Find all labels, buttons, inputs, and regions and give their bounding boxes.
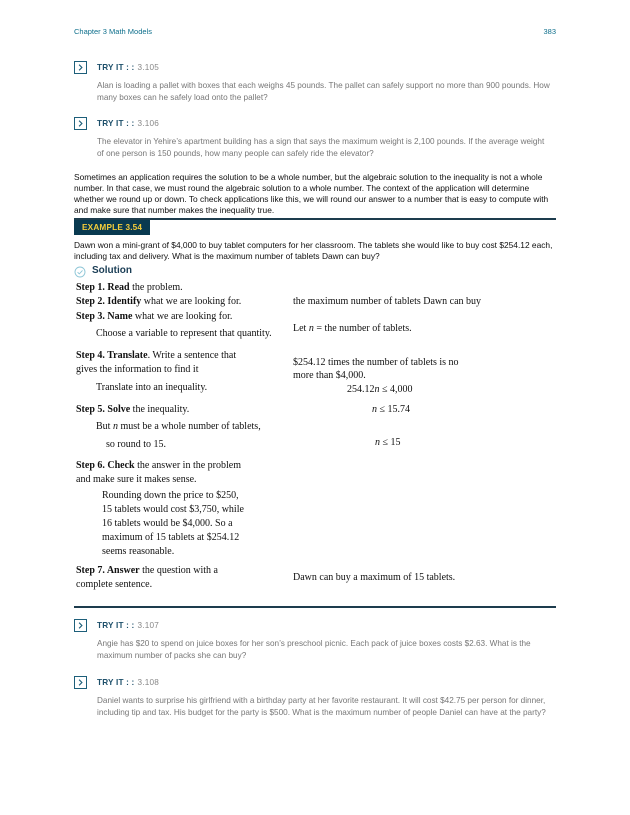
tryit-number: 3.107 bbox=[137, 621, 159, 630]
step-1-label: Step 1. Read bbox=[76, 282, 130, 293]
step-6-check bbox=[102, 489, 244, 559]
step-3-label: Step 3. Name bbox=[76, 311, 133, 322]
step-4-inequality bbox=[347, 383, 413, 397]
check-line: 16 tablets would be $4,000. So a bbox=[102, 518, 233, 529]
step-5-subtext-prefix: But bbox=[96, 421, 113, 432]
step-2-label: Step 2. Identify bbox=[76, 296, 142, 307]
tryit-heading bbox=[97, 119, 159, 128]
chevron-right-icon bbox=[77, 64, 84, 71]
step-4-sentence-line2: more than $4,000. bbox=[293, 370, 366, 381]
step-5 bbox=[76, 403, 189, 417]
check-line: Rounding down the price to $250, bbox=[102, 490, 239, 501]
step-7-label: Step 7. Answer bbox=[76, 565, 140, 576]
step-3-result bbox=[293, 322, 412, 336]
tryit-heading bbox=[97, 678, 159, 687]
variable-n: n bbox=[375, 437, 380, 448]
step-5-result-1 bbox=[372, 403, 410, 417]
step-4-label: Step 4. Translate bbox=[76, 350, 148, 361]
variable-n: n bbox=[374, 384, 380, 395]
variable-n: n bbox=[308, 323, 314, 334]
step-7-answer: Dawn can buy a maximum of 15 tablets. bbox=[293, 572, 456, 583]
example-bottom-rule bbox=[74, 606, 556, 608]
chevron-right-icon bbox=[77, 120, 84, 127]
step-5-subtext-1 bbox=[96, 420, 261, 434]
solution-heading: Solution bbox=[92, 265, 132, 276]
example-problem: Dawn won a mini-grant of $4,000 to buy tablet computers for her classroom. The tablets she would like to buy cost $254.12 each, including tax and delivery. What is the maximum number of tablets Dawn can buy? bbox=[74, 240, 553, 261]
step-3-subtext: Choose a variable to represent that quantity. bbox=[96, 328, 272, 339]
step-7-text-line2: complete sentence. bbox=[76, 579, 153, 590]
step-4-sentence-line1: $254.12 times the number of tablets is no bbox=[293, 357, 459, 368]
step-5-result-2 bbox=[375, 436, 401, 450]
tryit-number: 3.105 bbox=[137, 63, 159, 72]
step-3 bbox=[76, 310, 232, 324]
step-2-result: the maximum number of tablets Dawn can buy bbox=[293, 296, 482, 307]
step-7-text: the question with a bbox=[139, 565, 218, 576]
tryit-expand-button[interactable] bbox=[74, 676, 87, 689]
chevron-right-icon bbox=[77, 679, 84, 686]
page-number: 383 bbox=[543, 27, 556, 36]
step-5-subtext-suffix: must be a whole number of tablets, bbox=[117, 421, 261, 432]
step-4 bbox=[76, 349, 236, 363]
step-2 bbox=[76, 295, 241, 309]
step-5-result-2-value: ≤ 15 bbox=[380, 437, 401, 448]
inequality-rhs: ≤ 4,000 bbox=[379, 384, 413, 395]
tryit-expand-button[interactable] bbox=[74, 619, 87, 632]
tryit-expand-button[interactable] bbox=[74, 61, 87, 74]
inequality-coefficient: 254.12 bbox=[347, 384, 375, 395]
variable-n: n bbox=[112, 421, 118, 432]
tryit-problem-text: Alan is loading a pallet with boxes that each weighs 45 pounds. The pallet can safely support no more than 900 pounds. How many boxes can he safely load onto the pallet? bbox=[97, 81, 550, 102]
step-6-label: Step 6. Check bbox=[76, 460, 135, 471]
step-2-text: what we are looking for. bbox=[141, 296, 242, 307]
step-4-text: . Write a sentence that bbox=[147, 350, 237, 361]
step-6-text: the answer in the problem bbox=[134, 460, 241, 471]
check-line: maximum of 15 tablets at $254.12 bbox=[102, 532, 240, 543]
tryit-number: 3.108 bbox=[137, 678, 159, 687]
tryit-heading bbox=[97, 63, 159, 72]
step-5-label: Step 5. Solve bbox=[76, 404, 131, 415]
step-3-result-suffix: = the number of tablets. bbox=[313, 323, 412, 334]
tryit-problem-text: Angie has $20 to spend on juice boxes for her son’s preschool picnic. Each pack of juice boxes costs $2.63. What is the maximum number of packs she can buy? bbox=[97, 639, 531, 660]
tryit-number: 3.106 bbox=[137, 119, 159, 128]
tryit-label: TRY IT : : bbox=[97, 678, 135, 687]
step-6-text-line2: and make sure it makes sense. bbox=[76, 474, 197, 485]
check-line: 15 tablets would cost $3,750, while bbox=[102, 504, 244, 515]
tryit-label: TRY IT : : bbox=[97, 621, 135, 630]
step-7 bbox=[76, 564, 218, 578]
tryit-heading bbox=[97, 621, 159, 630]
step-4-text-line2: gives the information to find it bbox=[76, 364, 199, 375]
variable-n: n bbox=[372, 404, 377, 415]
intro-paragraph: Sometimes an application requires the solution to be a whole number, but the algebraic solution to the inequality is not a whole number. In that case, we must round the algebraic solution to a whole number. The context of the application will determine whether we round up or down. To check applications like this, we will round our answer to a number that is easy to compute with and make sure that number makes the inequality true. bbox=[74, 172, 549, 215]
step-4-subtext: Translate into an inequality. bbox=[96, 382, 208, 393]
step-6 bbox=[76, 459, 241, 473]
tryit-label: TRY IT : : bbox=[97, 63, 135, 72]
step-1 bbox=[76, 281, 183, 295]
step-5-subtext-2: so round to 15. bbox=[106, 439, 166, 450]
step-3-result-prefix: Let bbox=[293, 323, 309, 334]
check-line: seems reasonable. bbox=[102, 546, 175, 557]
step-5-text: the inequality. bbox=[130, 404, 190, 415]
tryit-label: TRY IT : : bbox=[97, 119, 135, 128]
step-3-text: what we are looking for. bbox=[132, 311, 233, 322]
example-badge: EXAMPLE 3.54 bbox=[74, 220, 150, 235]
step-5-result-1-value: ≤ 15.74 bbox=[377, 404, 410, 415]
tryit-expand-button[interactable] bbox=[74, 117, 87, 130]
chevron-right-icon bbox=[77, 622, 84, 629]
chapter-title: Chapter 3 Math Models bbox=[74, 27, 152, 36]
step-1-text: the problem. bbox=[129, 282, 183, 293]
tryit-problem-text: Daniel wants to surprise his girlfriend with a birthday party at her favorite restaurant. It will cost $42.75 per person for dinner, including tip and tax. His budget for the party is $500. What is the maximum number of people Daniel can have at the party? bbox=[97, 696, 546, 717]
tryit-problem-text: The elevator in Yehire’s apartment building has a sign that says the maximum weight is 2,100 pounds. If the average weight of one person is 150 pounds, how many people can safely ride the elevator? bbox=[97, 137, 545, 158]
